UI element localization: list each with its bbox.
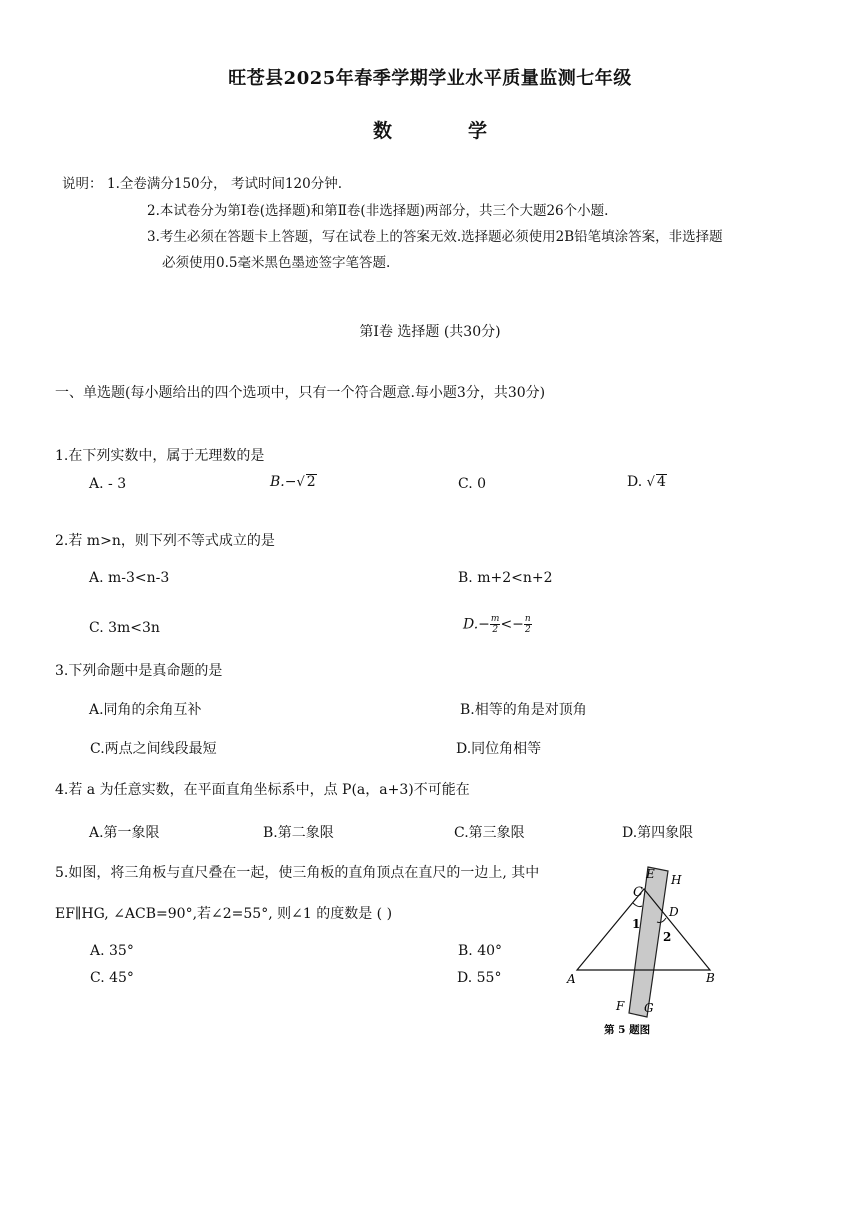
q1-b-radicand: 2 [306, 474, 316, 490]
q1-option-c: C. 0 [458, 476, 487, 492]
label-b: B [706, 971, 715, 985]
q2-d-num1: m [490, 614, 500, 624]
q3-stem: 3.下列命题中是真命题的是 [55, 663, 223, 679]
q4-option-d: D.第四象限 [622, 825, 694, 841]
note-1: 1.全卷满分150分， 考试时间120分钟. [107, 176, 342, 192]
q2-d-mid: <− [500, 616, 524, 633]
q1-b-prefix: B.− [270, 474, 297, 490]
q5-option-a: A. 35° [90, 943, 134, 959]
q2-stem: 2.若 m>n，则下列不等式成立的是 [55, 533, 275, 549]
q5-option-d: D. 55° [457, 970, 502, 986]
part1-title: 第Ⅰ卷 选择题 (共30分) [359, 324, 501, 340]
q4-option-b: B.第二象限 [263, 825, 334, 841]
q2-d-frac1 [490, 614, 501, 635]
q1-option-b: B.−√ 2 [270, 474, 316, 490]
label-h: H [671, 873, 682, 887]
label-g: G [644, 1001, 654, 1015]
section1-title: 一、单选题(每小题给出的四个选项中，只有一个符合题意.每小题3分，共30分) [55, 385, 546, 401]
notes-lead: 说明： [62, 176, 103, 192]
q5-option-b: B. 40° [458, 943, 503, 959]
q2-option-d [463, 614, 532, 635]
note-2: 2.本试卷分为第Ⅰ卷(选择题)和第Ⅱ卷(非选择题)两部分，共三个大题26个小题. [147, 203, 609, 219]
q1-option-a: A. - 3 [89, 476, 127, 492]
q2-d-prefix: D.− [463, 616, 490, 633]
q3-option-c: C.两点之间线段最短 [90, 741, 217, 757]
figure-caption: 第 5 题图 [604, 1024, 651, 1036]
label-angle-2: 2 [663, 930, 672, 944]
q5-option-c: C. 45° [90, 970, 134, 986]
q4-stem: 4.若 a 为任意实数，在平面直角坐标系中，点 P(a，a+3)不可能在 [55, 782, 470, 798]
q2-d-num2: n [524, 614, 531, 624]
q4-option-c: C.第三象限 [454, 825, 525, 841]
q2-d-den1: 2 [492, 625, 499, 635]
q3-option-a: A.同角的余角互补 [89, 702, 202, 718]
q1-d-prefix: D. [627, 474, 643, 490]
q2-d-den2: 2 [524, 625, 531, 635]
note-4: 必须使用0.5毫米黑色墨迹签字笔答题. [162, 255, 391, 271]
label-d: D [669, 905, 679, 919]
q2-option-b: B. m+2<n+2 [458, 570, 553, 586]
q4-option-a: A.第一象限 [89, 825, 160, 841]
subject-char-2: 学 [468, 120, 488, 142]
q5-figure [560, 860, 730, 1045]
q3-option-d: D.同位角相等 [456, 741, 542, 757]
q5-stem: 5.如图，将三角板与直尺叠在一起，使三角板的直角顶点在直尺的一边上, 其中 [55, 865, 540, 881]
q2-option-a: A. m-3<n-3 [89, 570, 170, 586]
label-angle-1: 1 [632, 917, 641, 931]
q5-stem-2: EF∥HG, ∠ACB=90°,若∠2=55°, 则∠1 的度数是 ( ) [55, 906, 393, 922]
q1-stem: 1.在下列实数中，属于无理数的是 [55, 448, 265, 464]
label-e: E [646, 867, 655, 881]
label-c: C [633, 885, 643, 900]
subject-title [0, 116, 860, 143]
angle-1-arc [633, 903, 642, 907]
q1-option-d: D. √ 4 [627, 474, 666, 490]
q2-option-c: C. 3m<3n [89, 620, 160, 636]
q3-option-b: B.相等的角是对顶角 [460, 702, 587, 718]
subject-char-1: 数 [372, 120, 392, 142]
label-f: F [616, 999, 625, 1013]
q2-d-frac2 [524, 614, 532, 635]
exam-title: 旺苍县2025年春季学期学业水平质量监测七年级 [228, 68, 632, 89]
label-a: A [567, 972, 576, 986]
note-3: 3.考生必须在答题卡上答题，写在试卷上的答案无效.选择题必须使用2B铅笔填涂答案，非选择题 [147, 229, 723, 245]
q1-d-radicand: 4 [656, 474, 666, 490]
